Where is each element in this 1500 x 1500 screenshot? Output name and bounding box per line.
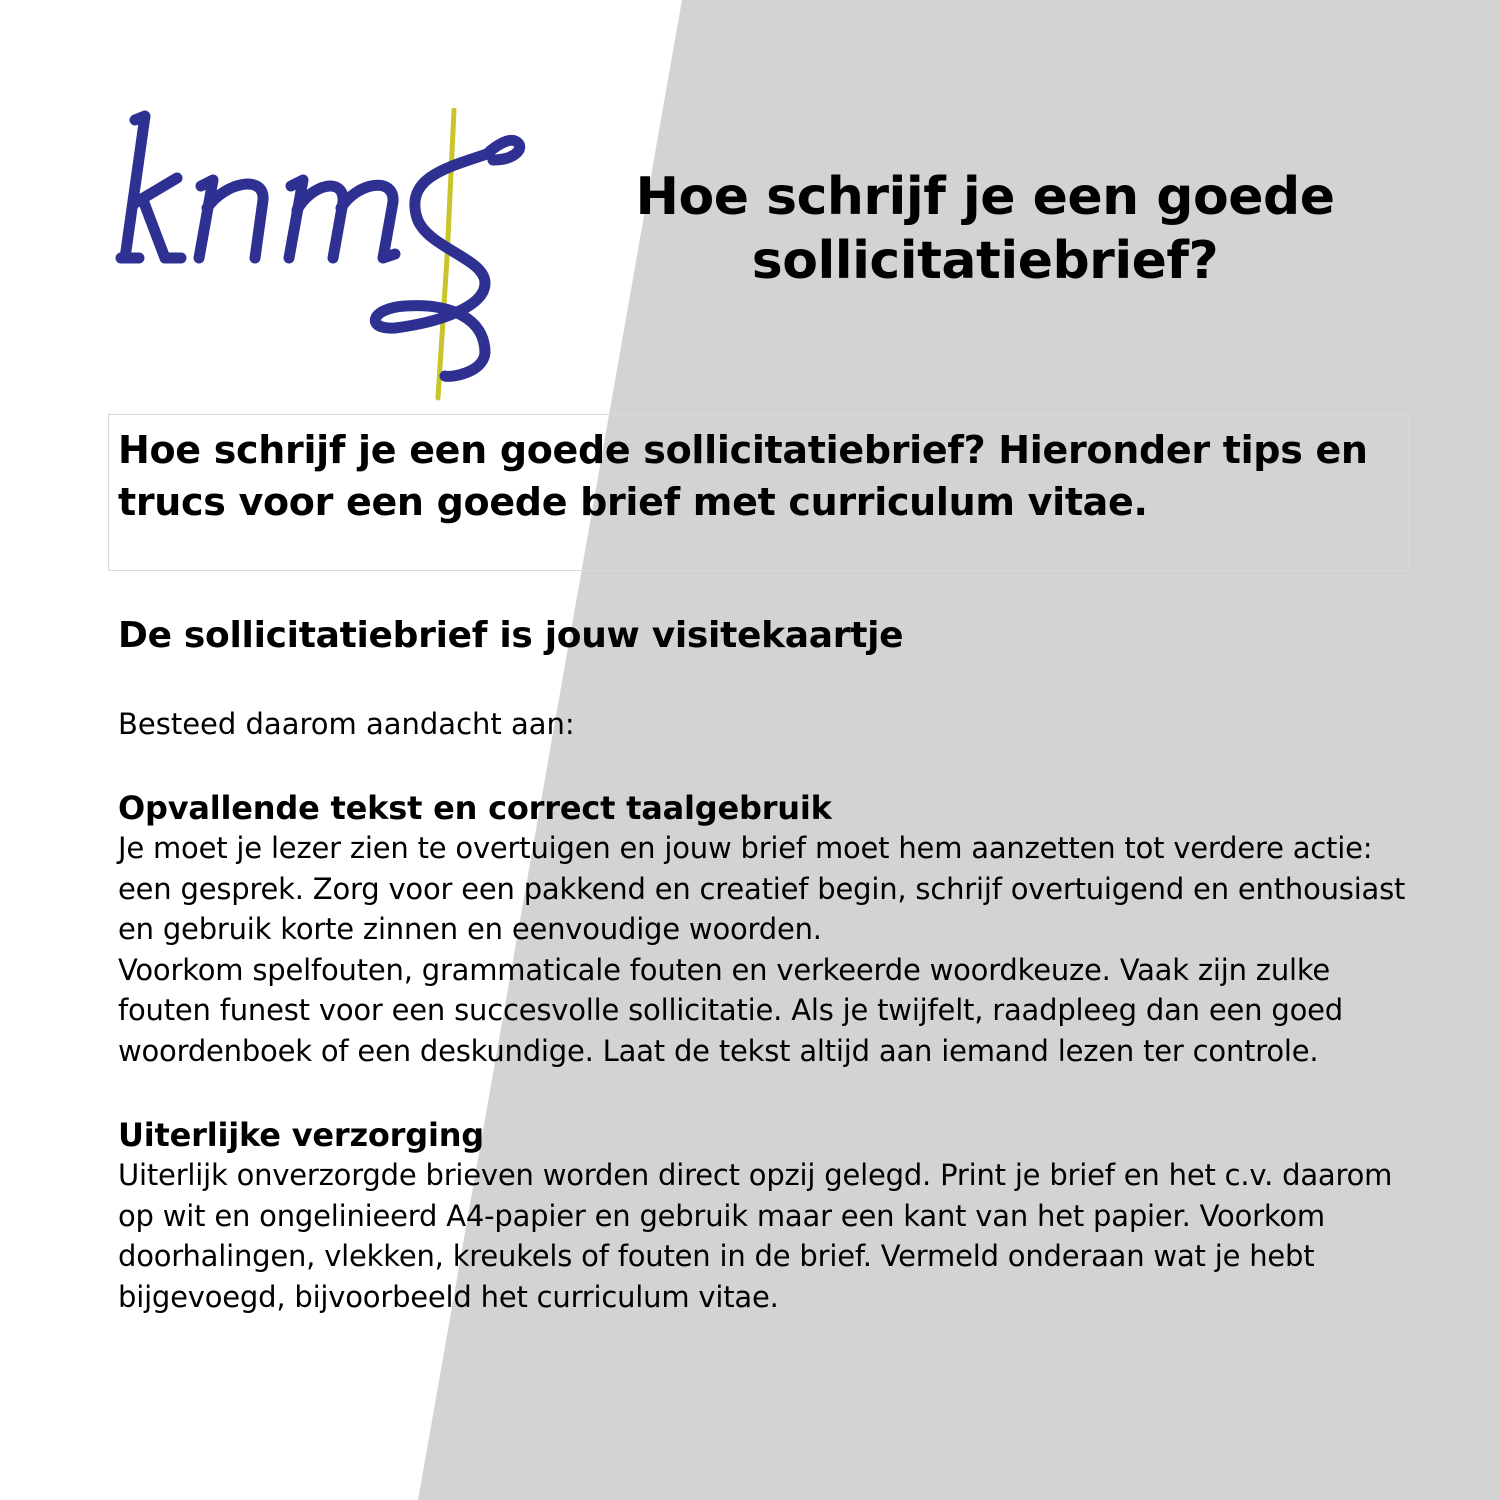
section-title: Opvallende tekst en correct taalgebruik (118, 789, 832, 827)
section-paragraph: Je moet je lezer zien te overtuigen en jouw brief moet hem aanzetten tot verdere actie: een gesprek. Zorg voor een pakkend en creatief begin, schrijf overtuigend en enthousiast en gebruik korte zinnen en eenvoudige woorden. (118, 831, 1406, 946)
intro-text: Hoe schrijf je een goede sollicitatiebrief? Hieronder tips en trucs voor een goede brief met curriculum vitae. (118, 428, 1368, 524)
section-paragraph: Uiterlijk onverzorgde brieven worden direct opzij gelegd. Print je brief en het c.v. daarom op wit en ongelinieerd A4-papier en gebruik maar een kant van het papier. Voorkom doorhalingen, vlekken, kreukels of fouten in de brief. Vermeld onderaan wat je hebt bijgevoegd, bijvoorbeeld het curriculum vitae. (118, 1158, 1393, 1314)
page-title: Hoe schrijf je een goede sollicitatiebrief? (635, 167, 1335, 291)
section-title: Uiterlijke verzorging (118, 1116, 485, 1154)
knmg-logo (105, 108, 545, 408)
logo-letter-n (199, 180, 263, 258)
section-opvallende-tekst (118, 788, 1418, 1071)
logo-letter-m (289, 180, 395, 258)
main-content (118, 612, 1418, 1317)
section-uiterlijke-verzorging (118, 1115, 1418, 1317)
logo-letter-k (121, 116, 181, 258)
section-paragraph: Voorkom spelfouten, grammaticale fouten en verkeerde woordkeuze. Vaak zijn zulke fouten funest voor een succesvolle sollicitatie. Als je twijfelt, raadpleeg dan een goed woordenboek of een deskundige. Laat de tekst altijd aan iemand lezen ter controle. (118, 952, 1343, 1068)
lead-text: Besteed daarom aandacht aan: (118, 707, 575, 741)
main-heading: De sollicitatiebrief is jouw visitekaartje (118, 615, 904, 656)
